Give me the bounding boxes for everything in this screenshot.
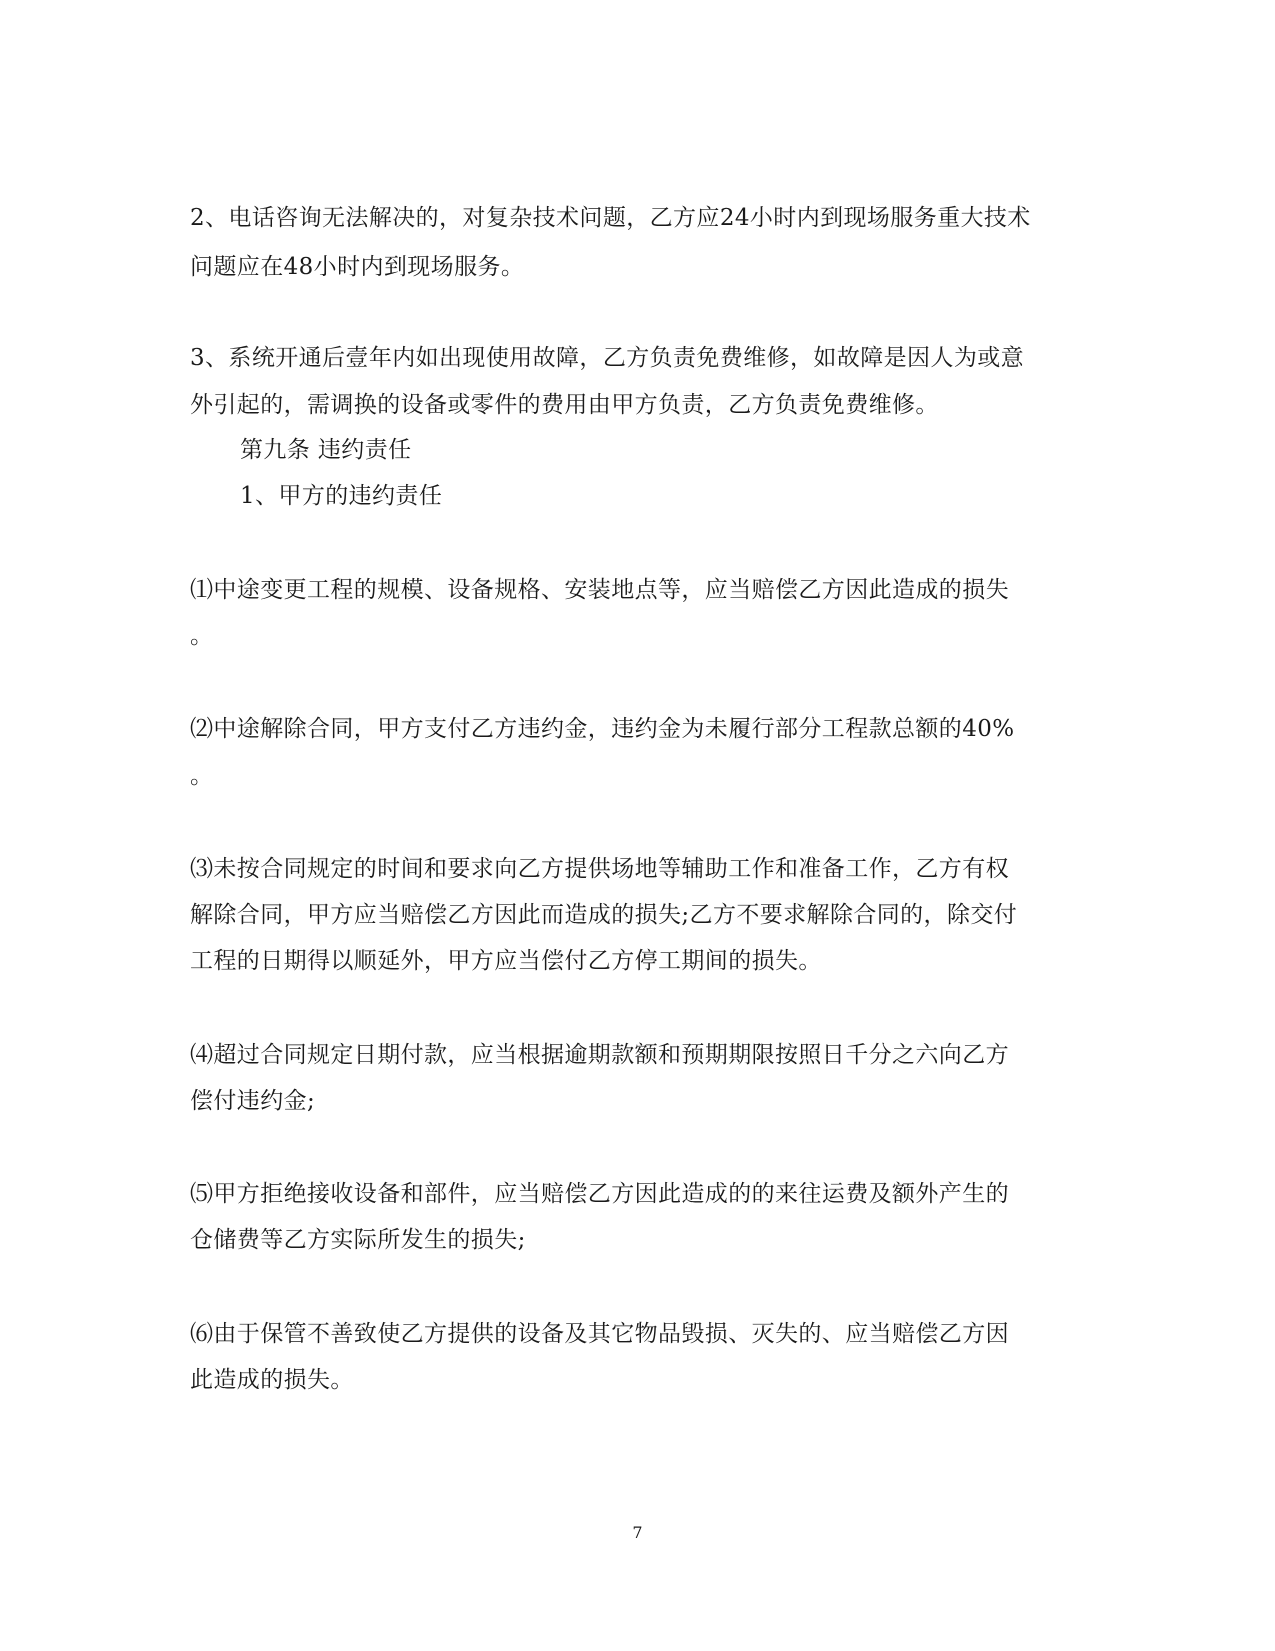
clause-1-line-1: ⑴中途变更工程的规模、设备规格、安装地点等，应当赔偿乙方因此造成的损失 <box>190 577 1009 603</box>
page-number: 7 <box>632 1523 643 1542</box>
clause-2-line-1: ⑵中途解除合同，甲方支付乙方违约金，违约金为未履行部分工程款总额的40% <box>190 716 1015 742</box>
article-9-heading: 第九条 违约责任 <box>240 437 412 463</box>
clause-3-line-3: 工程的日期得以顺延外，甲方应当偿付乙方停工期间的损失。 <box>190 948 822 974</box>
clause-6-line-1: ⑹由于保管不善致使乙方提供的设备及其它物品毁损、灭失的、应当赔偿乙方因 <box>190 1321 1009 1347</box>
clause-3-line-2: 解除合同，甲方应当赔偿乙方因此而造成的损失;乙方不要求解除合同的，除交付 <box>190 902 1018 928</box>
clause-5-line-2: 仓储费等乙方实际所发生的损失; <box>190 1227 526 1253</box>
paragraph-service-3-line-2: 外引起的，需调换的设备或零件的费用由甲方负责，乙方负责免费维修。 <box>190 392 939 418</box>
clause-5-line-1: ⑸甲方拒绝接收设备和部件，应当赔偿乙方因此造成的的来往运费及额外产生的 <box>190 1181 1009 1207</box>
paragraph-service-2-line-2: 问题应在48小时内到现场服务。 <box>190 254 525 280</box>
paragraph-service-2-line-1: 2、电话咨询无法解决的，对复杂技术问题，乙方应24小时内到现场服务重大技术 <box>190 205 1031 231</box>
party-a-liability-heading: 1、甲方的违约责任 <box>240 483 443 509</box>
clause-4-line-2: 偿付违约金; <box>190 1088 316 1114</box>
clause-4-line-1: ⑷超过合同规定日期付款，应当根据逾期款额和预期期限按照日千分之六向乙方 <box>190 1042 1009 1068</box>
clause-1-line-2: 。 <box>190 623 214 649</box>
clause-3-line-1: ⑶未按合同规定的时间和要求向乙方提供场地等辅助工作和准备工作，乙方有权 <box>190 856 1009 882</box>
clause-6-line-2: 此造成的损失。 <box>190 1367 354 1393</box>
clause-2-line-2: 。 <box>190 763 214 789</box>
paragraph-service-3-line-1: 3、系统开通后壹年内如出现使用故障，乙方负责免费维修，如故障是因人为或意 <box>190 345 1025 371</box>
